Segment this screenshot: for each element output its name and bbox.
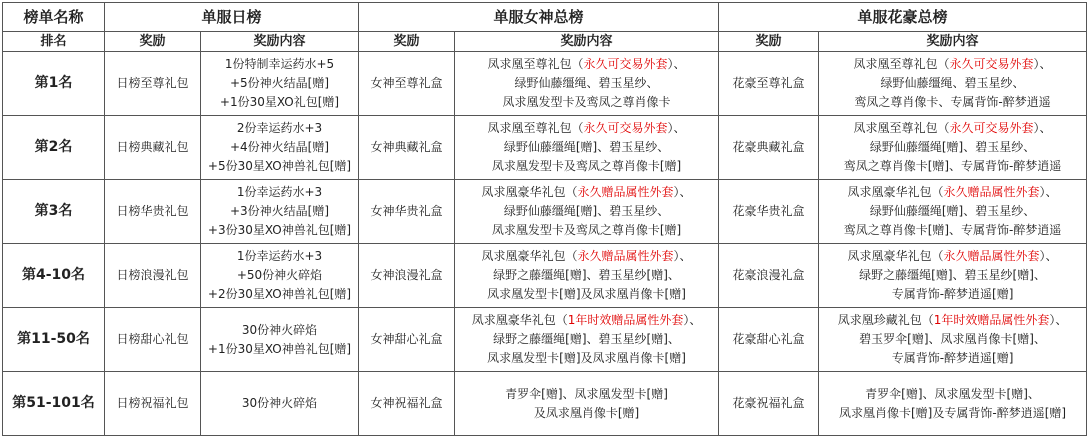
goddess-content-cell <box>455 52 719 116</box>
goddess-reward-cell: 女神浪漫礼盒 <box>359 244 455 308</box>
content-text: ）、 <box>667 121 686 135</box>
content-line: +5份神火结晶[赠] <box>229 76 330 90</box>
content-line: +1份30星XO神兽礼包[赠] <box>207 341 352 356</box>
content-line <box>458 311 715 330</box>
content-line <box>458 93 715 112</box>
content-line <box>458 55 715 74</box>
content-line <box>822 183 1083 202</box>
content-line: +3份30星XO神兽礼包[赠] <box>207 223 352 237</box>
tycoon-content-header: 奖励内容 <box>819 32 1087 52</box>
daily-reward-cell: 日榜典藏礼包 <box>105 116 201 180</box>
content-text: 凤求凰豪华礼包（ <box>481 185 578 199</box>
highlight-text: 永久可交易外套 <box>949 57 1034 71</box>
highlight-text: 永久赠品属性外套 <box>577 249 674 263</box>
daily-content-cell <box>201 52 359 116</box>
content-text: 绿野之藤缰绳[赠]、碧玉星纱[赠]、 <box>493 332 680 346</box>
highlight-text: 永久可交易外套 <box>583 57 668 71</box>
list-name-header: 榜单名称 <box>3 3 105 32</box>
content-text: ）、 <box>673 185 692 199</box>
content-line <box>822 202 1083 221</box>
content-line <box>822 349 1083 368</box>
goddess-content-cell <box>455 180 719 244</box>
tycoon-content-cell <box>819 52 1087 116</box>
rank-cell: 第3名 <box>3 180 105 244</box>
tycoon-reward-header: 奖励 <box>719 32 819 52</box>
content-line <box>458 247 715 266</box>
content-text: 专属背饰-醉梦逍遥[赠] <box>891 351 1014 365</box>
content-text: 凤求凰发型卡[赠]及凤求凰肖像卡[赠] <box>487 351 686 365</box>
content-line <box>822 157 1083 176</box>
content-line: +3份神火结晶[赠] <box>229 204 330 218</box>
tycoon-content-cell <box>819 180 1087 244</box>
table-row <box>3 244 1087 308</box>
goddess-reward-cell: 女神祝福礼盒 <box>359 372 455 436</box>
content-line: +5份30星XO神兽礼包[赠] <box>207 159 352 173</box>
rank-header: 排名 <box>3 32 105 52</box>
daily-reward-cell: 日榜至尊礼包 <box>105 52 201 116</box>
goddess-reward-header: 奖励 <box>359 32 455 52</box>
content-text: 凤求凰发型卡及鸾凤之尊肖像卡 <box>502 95 671 109</box>
content-text: 凤求凰至尊礼包（ <box>487 121 584 135</box>
goddess-reward-cell: 女神甜心礼盒 <box>359 308 455 372</box>
content-line: 30份神火碎焰 <box>241 396 318 410</box>
tycoon-reward-cell: 花豪华贵礼盒 <box>719 180 819 244</box>
goddess-content-cell <box>455 372 719 436</box>
content-text: 鸾凤之尊肖像卡、专属背饰-醉梦逍遥 <box>854 95 1051 109</box>
content-text: 凤求凰发型卡及鸾凤之尊肖像卡[赠] <box>491 159 682 173</box>
content-text: 绿野仙藤缰绳[赠]、碧玉星纱、 <box>869 140 1036 154</box>
daily-content-cell <box>201 244 359 308</box>
daily-content-cell <box>201 116 359 180</box>
content-text: 凤求凰豪华礼包（ <box>481 249 578 263</box>
tycoon-content-cell <box>819 244 1087 308</box>
content-line <box>458 183 715 202</box>
goddess-content-cell <box>455 244 719 308</box>
content-line: +4份神火结晶[赠] <box>229 140 330 154</box>
tycoon-content-cell <box>819 372 1087 436</box>
goddess-reward-cell: 女神华贵礼盒 <box>359 180 455 244</box>
content-text: 绿野之藤缰绳[赠]、碧玉星纱[赠]、 <box>493 268 680 282</box>
content-text: ）、 <box>1049 313 1068 327</box>
content-text: 鸾凤之尊肖像卡[赠]、专属背饰-醉梦逍遥 <box>843 159 1062 173</box>
content-text: 绿野之藤缰绳[赠]、碧玉星纱[赠]、 <box>859 268 1046 282</box>
rank-cell: 第11-50名 <box>3 308 105 372</box>
daily-reward-cell: 日榜浪漫礼包 <box>105 244 201 308</box>
content-text: 凤求凰至尊礼包（ <box>853 121 950 135</box>
content-text: ）、 <box>1033 57 1052 71</box>
goddess-content-cell <box>455 116 719 180</box>
content-text: 绿野仙藤缰绳、碧玉星纱、 <box>880 76 1025 90</box>
content-text: ）、 <box>1033 121 1052 135</box>
content-line <box>822 74 1083 93</box>
reward-table <box>2 2 1087 436</box>
highlight-text: 永久赠品属性外套 <box>577 185 674 199</box>
table-row <box>3 116 1087 180</box>
content-line <box>458 385 715 404</box>
content-line <box>458 221 715 240</box>
highlight-text: 1年时效赠品属性外套 <box>567 313 684 327</box>
content-line: 2份幸运药水+3 <box>236 121 323 135</box>
content-line <box>458 74 715 93</box>
content-text: 凤求凰肖像卡[赠]及专属背饰-醉梦逍遥[赠] <box>839 405 1067 420</box>
content-line <box>822 285 1083 304</box>
content-text: 凤求凰至尊礼包（ <box>487 57 584 71</box>
content-line <box>458 119 715 138</box>
highlight-text: 永久可交易外套 <box>949 121 1034 135</box>
content-text: 凤求凰豪华礼包（ <box>847 185 944 199</box>
content-text: 青罗伞[赠]、凤求凰发型卡[赠] <box>505 386 668 401</box>
content-line <box>822 385 1083 404</box>
content-line: 1份特制幸运药水+5 <box>224 57 335 71</box>
highlight-text: 永久赠品属性外套 <box>943 249 1040 263</box>
tycoon-reward-cell: 花豪甜心礼盒 <box>719 308 819 372</box>
daily-reward-cell: 日榜华贵礼包 <box>105 180 201 244</box>
content-text: 绿野仙藤缰绳、碧玉星纱、 <box>514 76 659 90</box>
content-text: 鸾凤之尊肖像卡[赠]、专属背饰-醉梦逍遥 <box>843 223 1062 237</box>
tycoon-reward-cell: 花豪至尊礼盒 <box>719 52 819 116</box>
content-line <box>822 404 1083 423</box>
content-text: 专属背饰-醉梦逍遥[赠] <box>891 287 1014 301</box>
content-text: 凤求凰豪华礼包（ <box>471 313 568 327</box>
content-line <box>822 247 1083 266</box>
content-line <box>822 266 1083 285</box>
highlight-text: 1年时效赠品属性外套 <box>933 313 1050 327</box>
daily-reward-cell: 日榜祝福礼包 <box>105 372 201 436</box>
content-text: ）、 <box>1039 185 1058 199</box>
rank-cell: 第51-101名 <box>3 372 105 436</box>
highlight-text: 永久可交易外套 <box>583 121 668 135</box>
content-line: 30份神火碎焰 <box>241 322 318 337</box>
section-tycoon-header: 单服花豪总榜 <box>719 3 1087 32</box>
tycoon-reward-cell: 花豪浪漫礼盒 <box>719 244 819 308</box>
content-text: 绿野仙藤缰绳[赠]、碧玉星纱、 <box>869 204 1036 218</box>
content-line <box>458 349 715 368</box>
content-text: 凤求凰豪华礼包（ <box>847 249 944 263</box>
table-row <box>3 52 1087 116</box>
content-line <box>458 266 715 285</box>
daily-content-header: 奖励内容 <box>201 32 359 52</box>
content-text: 及凤求凰肖像卡[赠] <box>533 405 640 420</box>
content-text: 凤求凰发型卡及鸾凤之尊肖像卡[赠] <box>491 223 682 237</box>
content-text: ）、 <box>667 57 686 71</box>
tycoon-reward-cell: 花豪典藏礼盒 <box>719 116 819 180</box>
tycoon-content-cell <box>819 116 1087 180</box>
content-text: 凤求凰发型卡[赠]及凤求凰肖像卡[赠] <box>487 287 686 301</box>
content-line <box>822 221 1083 240</box>
content-text: 凤求凰至尊礼包（ <box>853 57 950 71</box>
content-line: +50份神火碎焰 <box>236 268 323 282</box>
goddess-reward-cell: 女神至尊礼盒 <box>359 52 455 116</box>
daily-content-cell <box>201 180 359 244</box>
content-line <box>458 404 715 423</box>
content-text: 青罗伞[赠]、凤求凰发型卡[赠]、 <box>865 386 1040 401</box>
content-line <box>458 330 715 349</box>
tycoon-reward-cell: 花豪祝福礼盒 <box>719 372 819 436</box>
content-line <box>458 202 715 221</box>
content-text: 碧玉罗伞[赠]、凤求凰肖像卡[赠]、 <box>859 332 1046 346</box>
content-line <box>458 285 715 304</box>
table-row <box>3 180 1087 244</box>
content-line: 1份幸运药水+3 <box>236 249 323 263</box>
content-line <box>822 93 1083 112</box>
table-row <box>3 308 1087 372</box>
daily-content-cell <box>201 308 359 372</box>
content-line <box>822 55 1083 74</box>
reward-rows <box>3 52 1087 436</box>
content-text: ）、 <box>683 313 702 327</box>
section-daily-header: 单服日榜 <box>105 3 359 32</box>
content-line: +1份30星XO礼包[赠] <box>219 95 340 109</box>
daily-reward-cell: 日榜甜心礼包 <box>105 308 201 372</box>
content-line <box>822 119 1083 138</box>
content-text: 凤求凰珍藏礼包（ <box>837 313 934 327</box>
content-line <box>822 330 1083 349</box>
daily-reward-header: 奖励 <box>105 32 201 52</box>
content-line <box>458 138 715 157</box>
content-line: +2份30星XO神兽礼包[赠] <box>207 287 352 301</box>
section-goddess-header: 单服女神总榜 <box>359 3 719 32</box>
daily-content-cell <box>201 372 359 436</box>
rank-cell: 第1名 <box>3 52 105 116</box>
table-row <box>3 372 1087 436</box>
content-text: 绿野仙藤缰绳[赠]、碧玉星纱、 <box>503 204 670 218</box>
tycoon-content-cell <box>819 308 1087 372</box>
highlight-text: 永久赠品属性外套 <box>943 185 1040 199</box>
content-line <box>822 311 1083 330</box>
content-text: 绿野仙藤缰绳[赠]、碧玉星纱、 <box>503 140 670 154</box>
content-text: ）、 <box>673 249 692 263</box>
goddess-content-cell <box>455 308 719 372</box>
content-line <box>458 157 715 176</box>
rank-cell: 第4-10名 <box>3 244 105 308</box>
goddess-content-header: 奖励内容 <box>455 32 719 52</box>
goddess-reward-cell: 女神典藏礼盒 <box>359 116 455 180</box>
content-text: ）、 <box>1039 249 1058 263</box>
content-line <box>822 138 1083 157</box>
content-line: 1份幸运药水+3 <box>236 185 323 199</box>
rank-cell: 第2名 <box>3 116 105 180</box>
